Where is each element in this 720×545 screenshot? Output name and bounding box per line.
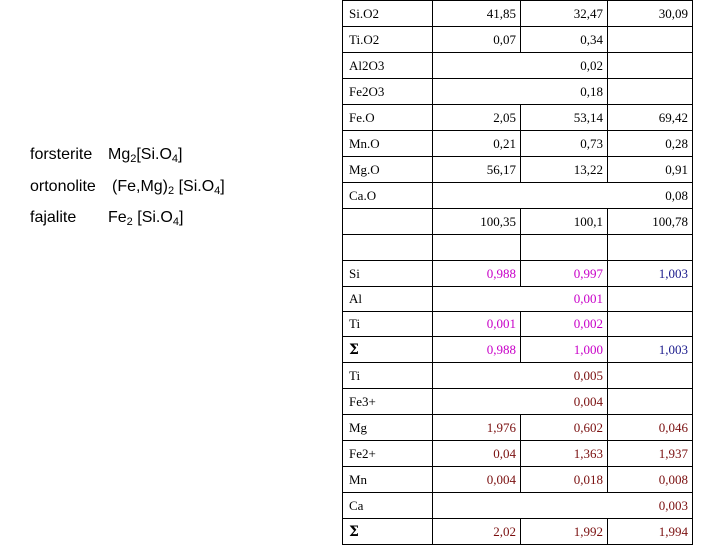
table-row (343, 441, 693, 467)
mineral-name: fajalite (30, 209, 77, 226)
cell-col1: 41,85 (433, 1, 521, 27)
table-row (343, 389, 693, 415)
cell-col1: 1,976 (433, 415, 521, 441)
cell-col3: 0,28 (608, 131, 693, 157)
cell-col3: 1,003 (608, 261, 693, 287)
row-label: Ca (343, 493, 433, 519)
table-row (343, 53, 693, 79)
cell-col2: 0,002 (521, 312, 608, 337)
composition-table (342, 0, 693, 545)
cell-col2: 1,363 (521, 441, 608, 467)
table-row-spacer (343, 235, 693, 261)
row-label: Ti (343, 312, 433, 337)
cell-col2: 0,018 (521, 467, 608, 493)
cell-col3: 1,003 (608, 337, 693, 363)
row-label: Mn (343, 467, 433, 493)
formula-forsterite (30, 146, 183, 165)
cell-col1: 0,21 (433, 131, 521, 157)
table-row (343, 183, 693, 209)
table-row (343, 312, 693, 337)
mineral-formula: $Mg_2[Si.O_4]$ (108, 146, 183, 165)
cell-col2: 0,73 (521, 131, 608, 157)
table-row (343, 79, 693, 105)
row-label: Si (343, 261, 433, 287)
mineral-name: forsterite (30, 146, 93, 163)
cell-col2: 0,997 (521, 261, 608, 287)
table-row (343, 27, 693, 53)
formula-fajalite (30, 209, 184, 228)
cell-col3 (608, 389, 693, 415)
mineral-formula: $(Fe,Mg)_2$ $[Si.O_4]$ (112, 178, 225, 197)
cell-col2: 0,602 (521, 415, 608, 441)
cell-col3 (608, 53, 693, 79)
table-row-sum (343, 337, 693, 363)
cell-merged: 0,001 (433, 287, 608, 312)
cell-merged: 0,005 (433, 363, 608, 389)
table-row (343, 131, 693, 157)
cell-col3: 1,994 (608, 519, 693, 545)
cell-col2: 53,14 (521, 105, 608, 131)
row-label: Mg (343, 415, 433, 441)
cell-col2: 13,22 (521, 157, 608, 183)
cell-col3: 30,09 (608, 1, 693, 27)
cell-col3: 69,42 (608, 105, 693, 131)
row-label: Fe2+ (343, 441, 433, 467)
row-label: Ti.O2 (343, 27, 433, 53)
cell-col3 (608, 287, 693, 312)
row-label: Mn.O (343, 131, 433, 157)
table-row (343, 493, 693, 519)
cell-col1: 0,988 (433, 261, 521, 287)
cell-col3: 0,008 (608, 467, 693, 493)
mineral-name: ortonolite (30, 178, 96, 195)
table-row-total (343, 209, 693, 235)
table-row (343, 467, 693, 493)
table-row (343, 287, 693, 312)
cell-col2: 0,34 (521, 27, 608, 53)
cell-col3 (608, 79, 693, 105)
cell-merged: 0,004 (433, 389, 608, 415)
cell-col1: 0,001 (433, 312, 521, 337)
cell-merged: 0,003 (433, 493, 693, 519)
row-label: Fe2O3 (343, 79, 433, 105)
cell-col2: 32,47 (521, 1, 608, 27)
table-row (343, 261, 693, 287)
cell-col3 (608, 312, 693, 337)
cell-col1: 2,05 (433, 105, 521, 131)
cell-col1: 2,02 (433, 519, 521, 545)
formula-ortonolite (30, 178, 225, 197)
cell-col2: 1,992 (521, 519, 608, 545)
row-label: Al (343, 287, 433, 312)
sigma-symbol: Σ (343, 337, 433, 363)
cell-col1: 0,07 (433, 27, 521, 53)
cell-col3: 1,937 (608, 441, 693, 467)
row-label: Fe.O (343, 105, 433, 131)
row-label: Fe3+ (343, 389, 433, 415)
sigma-symbol: Σ (343, 519, 433, 545)
cell-col1: 0,04 (433, 441, 521, 467)
table-row (343, 363, 693, 389)
row-label: Ca.O (343, 183, 433, 209)
row-label: Al2O3 (343, 53, 433, 79)
cell-col2: 100,1 (521, 209, 608, 235)
cell-col3: 0,046 (608, 415, 693, 441)
row-label (343, 209, 433, 235)
cell-col3: 100,78 (608, 209, 693, 235)
cell-col1: 0,988 (433, 337, 521, 363)
cell-merged: 0,02 (433, 53, 608, 79)
table-row (343, 1, 693, 27)
mineral-formula: $Fe_2$ $[Si.O_4]$ (108, 209, 184, 228)
cell-col1: 56,17 (433, 157, 521, 183)
cell-merged: 0,08 (433, 183, 693, 209)
row-label: Ti (343, 363, 433, 389)
cell-col1: 100,35 (433, 209, 521, 235)
row-label: Mg.O (343, 157, 433, 183)
row-label: Si.O2 (343, 1, 433, 27)
table-row-sum (343, 519, 693, 545)
cell-col1: 0,004 (433, 467, 521, 493)
table-row (343, 415, 693, 441)
table-row (343, 157, 693, 183)
cell-col3: 0,91 (608, 157, 693, 183)
cell-col2: 1,000 (521, 337, 608, 363)
cell-col3 (608, 27, 693, 53)
table-row (343, 105, 693, 131)
cell-merged: 0,18 (433, 79, 608, 105)
cell-col3 (608, 363, 693, 389)
